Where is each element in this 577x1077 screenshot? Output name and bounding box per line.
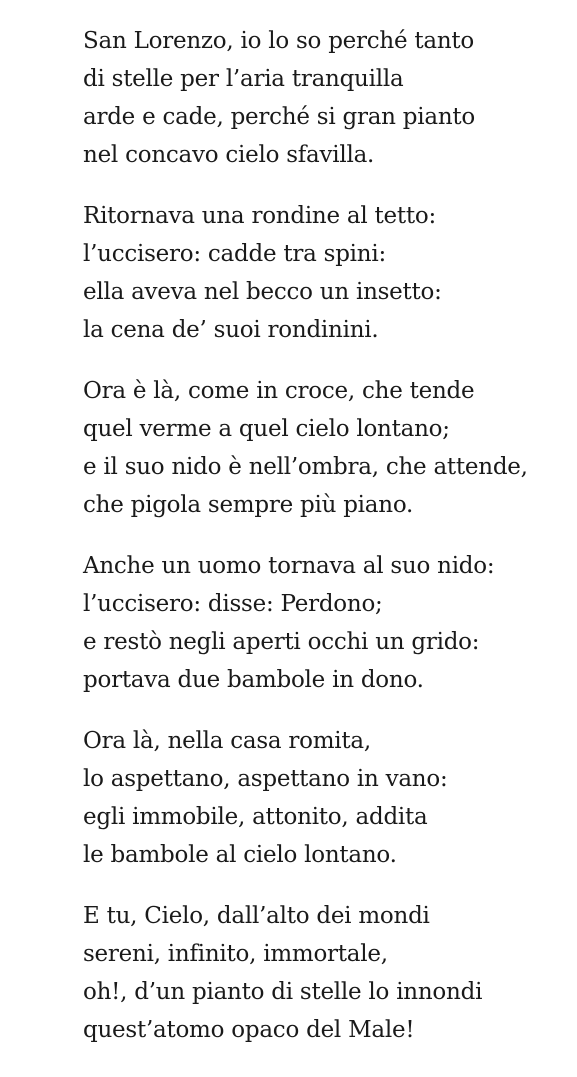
poem-line: E tu, Cielo, dall’alto dei mondi <box>83 903 430 929</box>
stanza-3 <box>83 372 563 524</box>
poem-line: sereni, infinito, immortale, <box>83 941 388 967</box>
poem-line: Anche un uomo tornava al suo nido: <box>83 553 495 579</box>
stanza-4 <box>83 547 563 699</box>
poem-line: l’uccisero: disse: Perdono; <box>83 591 383 617</box>
poem-line: arde e cade, perché si gran pianto <box>83 104 475 130</box>
poem-line: le bambole al cielo lontano. <box>83 842 397 868</box>
poem-line: portava due bambole in dono. <box>83 667 424 693</box>
poem-line: Ora è là, come in croce, che tende <box>83 378 475 404</box>
poem-line: egli immobile, attonito, addita <box>83 804 428 830</box>
poem-line: San Lorenzo, io lo so perché tanto <box>83 28 475 54</box>
poem-line: Ritornava una rondine al tetto: <box>83 203 436 229</box>
stanza-5 <box>83 722 563 874</box>
poem-line: quel verme a quel cielo lontano; <box>83 416 450 442</box>
poem-line: quest’atomo opaco del Male! <box>83 1017 415 1043</box>
poem-text <box>83 22 563 1072</box>
stanza-1 <box>83 22 563 174</box>
poem-line: e il suo nido è nell’ombra, che attende, <box>83 454 528 480</box>
stanza-6 <box>83 897 563 1049</box>
poem-line: Ora là, nella casa romita, <box>83 728 371 754</box>
poem-line: nel concavo cielo sfavilla. <box>83 142 375 168</box>
poem-line: l’uccisero: cadde tra spini: <box>83 241 386 267</box>
poem-line: oh!, d’un pianto di stelle lo innondi <box>83 979 483 1005</box>
poem-line: ella aveva nel becco un insetto: <box>83 279 442 305</box>
stanza-2 <box>83 197 563 349</box>
poem-line: la cena de’ suoi rondinini. <box>83 317 379 343</box>
poem-line: che pigola sempre più piano. <box>83 492 414 518</box>
poem-line: lo aspettano, aspettano in vano: <box>83 766 448 792</box>
poem-line: di stelle per l’aria tranquilla <box>83 66 404 92</box>
poem-line: e restò negli aperti occhi un grido: <box>83 629 480 655</box>
